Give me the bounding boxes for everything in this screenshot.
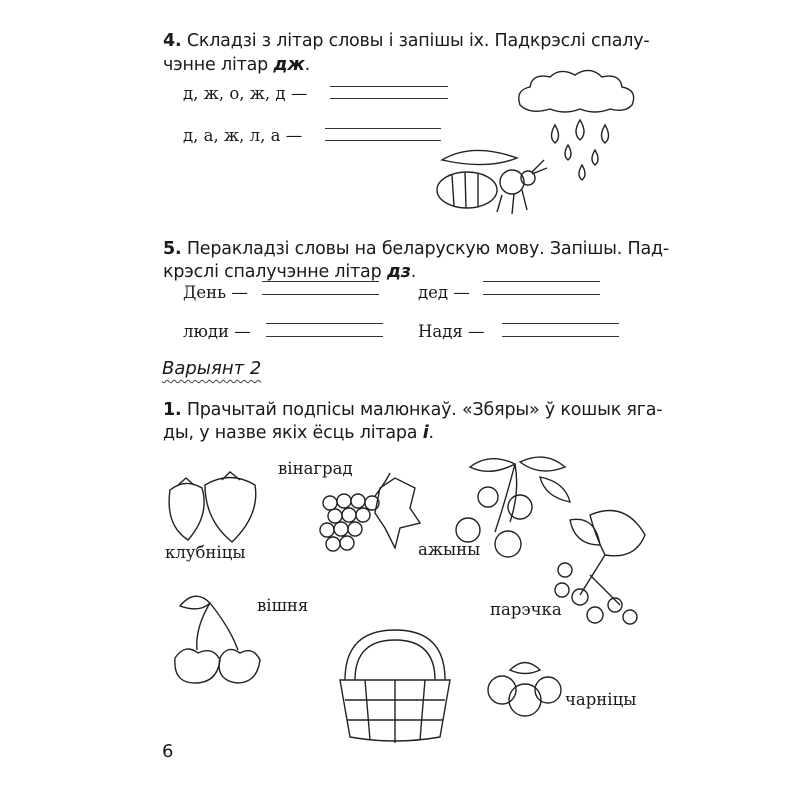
word-lyudi: люди —: [183, 322, 251, 341]
label-blueberry: чарніцы: [565, 690, 637, 709]
answer-line[interactable]: [502, 323, 619, 324]
answer-line[interactable]: [266, 323, 383, 324]
currant-illustration: [550, 505, 650, 630]
task5-text2: крэслі спалучэнне літар: [163, 262, 387, 282]
strawberry-illustration: [160, 470, 265, 545]
label-cherry: вішня: [257, 596, 309, 615]
blueberry-illustration: [480, 655, 570, 725]
basket-illustration[interactable]: [335, 625, 455, 745]
task1-highlight: і: [422, 423, 429, 443]
task4-highlight: дж: [273, 55, 305, 75]
task1-text: Прачытай подпісы малюнкаў. «Збяры» ў кошык яга-: [186, 400, 663, 420]
task5-text-line2: [163, 262, 416, 282]
label-currant: парэчка: [490, 600, 562, 619]
label-grapes: вінаград: [278, 459, 353, 478]
answer-line[interactable]: [325, 140, 441, 141]
task4-text2: чэнне літар: [163, 55, 274, 75]
word-den: День —: [183, 283, 248, 302]
task1-number: 1.: [163, 400, 182, 420]
answer-line[interactable]: [325, 128, 441, 129]
word-nadya: Надя —: [418, 322, 485, 341]
answer-line[interactable]: [266, 336, 383, 337]
task5-highlight: дз: [386, 262, 411, 282]
answer-line[interactable]: [330, 86, 448, 87]
bee-illustration: [432, 140, 552, 220]
task4-text-line1: [163, 31, 650, 51]
variant-heading: Варыянт 2: [162, 358, 262, 379]
task4-row1: д, ж, о, ж, д —: [183, 84, 308, 103]
task1-text-line2: [163, 423, 434, 443]
task4-number: 4.: [163, 31, 182, 51]
task1-text-line1: [163, 400, 662, 420]
task4-text-line2: [163, 55, 310, 75]
grapes-illustration: [315, 468, 425, 563]
word-ded: дед —: [418, 283, 470, 302]
label-strawberry: клубніцы: [165, 543, 246, 562]
answer-line[interactable]: [502, 336, 619, 337]
page-number: 6: [162, 741, 174, 762]
answer-line[interactable]: [483, 281, 600, 282]
answer-line[interactable]: [262, 294, 379, 295]
task5-text-line1: [163, 239, 669, 259]
task4-text: Складзі з літар словы і запішы іх. Падкрэслі спалу-: [186, 31, 650, 51]
task4-row2: д, а, ж, л, а —: [183, 126, 303, 145]
label-blackberry: ажыны: [418, 540, 481, 559]
cherry-illustration: [165, 588, 265, 688]
task1-text2: ды, у назве якіх ёсць літара: [163, 423, 423, 443]
answer-line[interactable]: [483, 294, 600, 295]
task5-text: Перакладзі словы на беларускую мову. Запішы. Пад-: [186, 239, 669, 259]
task5-number: 5.: [163, 239, 182, 259]
answer-line[interactable]: [330, 98, 448, 99]
task1-end: .: [428, 423, 434, 443]
task4-end: .: [304, 55, 310, 75]
answer-line[interactable]: [262, 281, 379, 282]
task5-end: .: [410, 262, 417, 282]
